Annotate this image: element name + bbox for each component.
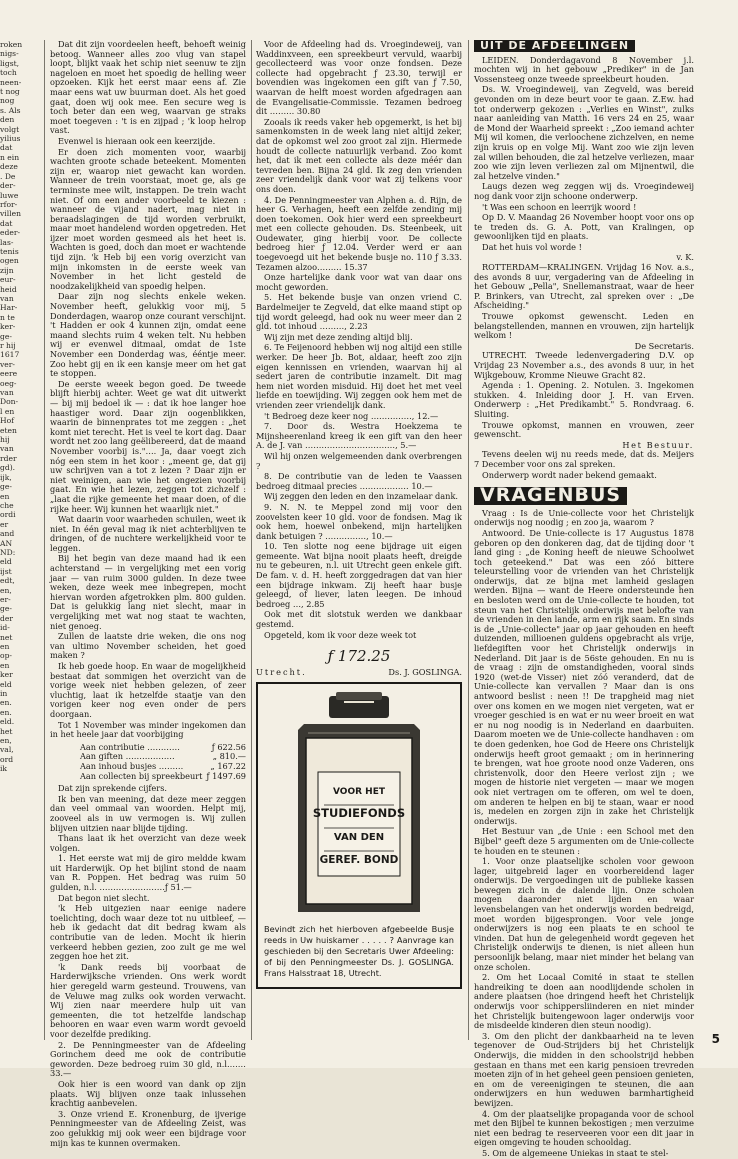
- margin-fragment: ge-: [0, 482, 12, 492]
- col2-paragraph: Onze hartelijke dank voor wat van daar ons mocht geworden.: [256, 272, 462, 292]
- margin-fragment: er: [0, 519, 9, 529]
- margin-fragment: en: [0, 660, 10, 670]
- margin-fragment: gd).: [0, 463, 16, 473]
- col1-paragraph: Ik heb goede hoop. En waar de mogelijkheid bestaat dat sommigen het overzicht van de vorige week niet hebben gelezen, of zeer vluchtig, laat ik hetzelfde staatje van den vorigen keer nog even onder de pers doorgaan.: [50, 661, 246, 719]
- signature: [256, 668, 462, 678]
- margin-fragment: rder: [0, 453, 17, 463]
- col1b-paragraph: Ook hier is een woord van dank op zijn plaats. Wij blijven onze taak inlussehen krachtig aanbevelen.: [50, 1078, 246, 1109]
- margin-fragment: and: [0, 529, 15, 539]
- margin-fragment: eten: [0, 425, 17, 435]
- utrecht-paragraph: Trouwe opkomst, mannen en vrouwen, zeer gewenscht.: [474, 419, 694, 440]
- vragenbus-paragraph: 1. Voor onze plaatselijke scholen voor gewoon lager, uitgebreid lager en voorbereidend lager onderwijs. De vergoedingen uit de publieke kassen bewegen zich in de dalende lijn. Onze scholen mogen daaronder niet lijden en waar levensbelangen van het onderwijs worden bedreigd, moet worden bijgesprongen. Voor vele jonge onderwijzers is nog een plaats te en school te vinden. Dat hun de gelegenheid wordt gegeven het Christelijk onderwijs te dienen, is niet alleen hun persoonlijk belang, maar niet minder het belang van onze scholen.: [474, 856, 694, 972]
- margin-fragment: . De: [0, 171, 16, 181]
- column-rule: [251, 40, 252, 1040]
- ledger-amount: ƒ 622.56: [211, 741, 246, 752]
- page-number: 5: [711, 1032, 720, 1046]
- rotterdam-paragraph: Trouwe opkomst gewenscht. Leden en belangstellenden, mannen en vrouwen, zijn hartelijk welkom !: [474, 311, 694, 341]
- margin-fragment: op-: [0, 651, 12, 661]
- col1-paragraph: Tot 1 November was minder ingekomen dan in het heele jaar dat voorbijging: [50, 719, 246, 740]
- ledger-amount: „ 167.22: [210, 760, 246, 771]
- margin-fragment: che: [0, 500, 14, 510]
- left-margin-fragments: [0, 40, 30, 774]
- column-rule: [468, 40, 469, 1040]
- section-rotterdam: [474, 263, 694, 341]
- margin-fragment: roken: [0, 40, 23, 49]
- article-paragraphs-2: [50, 784, 246, 1148]
- col2-paragraph: 8. De contributie van de leden te Vaassen bedroeg ditmaal precies ……………… 10.—: [256, 471, 462, 491]
- col1-paragraph: Dat dit zijn voordeelen heeft, behoeft weinig betoog. Wanneer alles zoo vlug van stapel loopt, blijkt vaak het schip niet seenuw te zijn nageloen en moet het spoedig de helling weer opzoeken. Kijk het eerst maar eens af. Zie maar eens wat uw buurman doet. Als het goed gaat, doen wij ook mee. Een secure weg is toch beter dan een weg, waarvan ge straks moet toegeven : 't is en zijpad ; 'k loop helrop vast.: [50, 39, 246, 136]
- col2-paragraph: Ook met dit slotstuk werden we dankbaar gestemd.: [256, 609, 462, 630]
- margin-fragment: en: [0, 642, 10, 651]
- margin-fragment: t nog: [0, 87, 20, 97]
- margin-fragment: het: [0, 726, 13, 736]
- margin-fragment: ijst: [0, 566, 12, 576]
- vragenbus-paragraph: 2. Om het Locaal Comité in staat te stellen handreiking te doen aan noodlijdende scholen in andere plaatsen (hoe dringend heeft het Christelijk onderwijs voor schippersliinderen en niet minder het Christelijk buitengewoon lager onderwijs voor de misdeelde kinderen dien steun noodig).: [474, 972, 694, 1031]
- margin-fragment: van: [0, 293, 14, 303]
- ad-line-geref-bond: GEREF. BOND: [319, 853, 399, 866]
- article-column-2: [256, 40, 462, 1045]
- leiden-paragraph: Op D. V. Maandag 26 November hoopt voor ons op te treden ds. G. A. Pott, van Kralingen, op gewoonlijken tijd en plaats.: [474, 212, 694, 242]
- margin-fragment: Don-: [0, 397, 19, 407]
- margin-fragment: AN: [0, 538, 13, 548]
- margin-fragment: las-: [0, 237, 14, 247]
- margin-fragment: der: [0, 613, 13, 623]
- margin-fragment: oeg-: [0, 378, 17, 388]
- margin-fragment: en.: [0, 707, 12, 717]
- margin-fragment: en.: [0, 698, 12, 708]
- margin-fragment: in: [0, 689, 8, 699]
- margin-fragment: dat: [0, 143, 13, 153]
- article-column-3: [474, 39, 694, 1158]
- section-utrecht-followup: [474, 450, 694, 480]
- margin-fragment: ker: [0, 670, 13, 680]
- margin-fragment: volgt: [0, 124, 20, 134]
- margin-fragment: nog: [0, 96, 15, 106]
- heading-uit-de-afdeelingen: UIT DE AFDEELINGEN: [474, 40, 635, 52]
- col2-paragraph: Wij zeggen den leden en den inzamelaar dank.: [264, 491, 459, 502]
- margin-fragment: n ein: [0, 152, 20, 162]
- section-utrecht-sign: Het Bestuur.: [622, 439, 694, 450]
- col1-paragraph: De eerste weeek begon goed. De tweede blijft hierbij achter. Weet ge wat dit uitwerkt — bij mij bedoel ik — : dat ik hoe langer hoe haastiger word. Daar zijn oogenblikken, waarin de binnenprates tot me zeggen : „het komt niet terecht. Het is veel te kort dag. Daar wordt net zoo lang geëlibereerd, dat de maand November voorbij is."…. Ja, daar voegt zich nóg een stem in het koor : „meent ge, dat gij uw schrijven van a tot z lezen ? Daar zijn er niet weinigen, aan wie het ongezien voorbij gaat. En wie het lezen, zeggen tot zichzelf : „laat die rijke gemeente het maar doen, of die rijke heer. Wij kunnen het waarlijk niet.": [50, 378, 246, 514]
- utrecht-paragraph: UTRECHT. Tweede ledenvergadering D.V. op Vrijdag 23 November a.s., des avonds 8 uur, in het Wijkgebouw, Kromme Nieuwe Gracht 82.: [474, 350, 694, 380]
- margin-fragment: n te: [0, 312, 15, 322]
- margin-fragment: net: [0, 632, 13, 642]
- ad-line-van-den: VAN DEN: [333, 831, 385, 843]
- article-paragraphs-3: [256, 40, 462, 640]
- margin-fragment: hij: [0, 435, 10, 445]
- ledger-row: [80, 772, 246, 782]
- ledger-label: Aan giften ………………: [80, 751, 175, 762]
- ledger-table: [80, 743, 246, 781]
- margin-fragment: eld: [0, 679, 12, 689]
- ad-line-studiefonds: STUDIEFONDS: [312, 805, 406, 820]
- margin-fragment: zijn: [0, 265, 14, 275]
- col1-paragraph: Zullen de laatste drie weken, die ons nog van ultimo November scheiden, het goed maken ?: [50, 631, 246, 661]
- margin-fragment: eere: [0, 369, 18, 379]
- margin-fragment: id-: [0, 623, 10, 633]
- section-leiden: [474, 56, 694, 253]
- col1b-paragraph: 2. De Penningmeester van de Afdeeling Gorinchem deed me ook de contributie geworden. Deze bedroeg ruim 30 gld, n.l.…… 33.—: [50, 1039, 246, 1079]
- col2-paragraph: Zooals ik reeds vaker heb opgemerkt, is het bij samenkomsten in de week lang niet altijd zeker, dat de opkomst wel zoo groot zal zijn. Hiermede houdt de collecte natuurlijk verband. Zoo komt het, dat ik met een collecte als deze méér dan tevreden ben. Bijna 24 gld. Ik zeg den vrienden zeer vriendelijk dank voor wat zij telkens voor ons doen.: [256, 116, 462, 194]
- ledger-amount: ƒ 1497.69: [206, 770, 246, 781]
- col2-paragraph: 4. De Penningmeester van Alphen a. d. Rijn, de heer G. Verhagen, heeft een zelfde zending mij doen toekomen. Ook hier werd een spreekbeurt met een collecte gehouden. Ds. Steenbeek, uit Oudewater, ging hierbij voor. De collecte bedroeg hier ƒ 12.04. Verder werd er aan toegevoegd uit het bekende busje no. 110 ƒ 3.33. Tezamen alzoo……… 15.37: [256, 194, 462, 272]
- rotterdam-paragraph: ROTTERDAM—KRALINGEN. Vrijdag 16 Nov. a.s., des avonds 8 uur, vergadering van de Afdeeling in het Gebouw „Pella", Snellemanstraat, waar de heer P. Brinkers, van Utrecht, zal spreken over : „De Afscheiding.": [474, 262, 694, 311]
- leiden-paragraph: Dat het huis vol worde !: [482, 241, 582, 252]
- col1b-paragraph: Dat begon niet slecht.: [58, 892, 150, 903]
- signature-place: Utrecht.: [256, 667, 307, 678]
- section-leiden-sign: v. K.: [676, 252, 694, 263]
- vragenbus-paragraph: 5. Om de algemeene Uniekas in staat te stel-: [482, 1147, 669, 1158]
- ad-line-voor-het: VOOR HET: [333, 786, 385, 797]
- margin-fragment: eur-: [0, 275, 16, 285]
- margin-fragment: den: [0, 115, 15, 125]
- margin-fragment: Hof: [0, 416, 15, 426]
- leiden-paragraph: LEIDEN. Donderdagavond 8 November j.l. mochten wij in het gebouw „Prediker" in de Jan Vossensteeg onze tweede spreekbeurt houden.: [474, 54, 694, 84]
- margin-fragment: 1617: [0, 350, 20, 360]
- margin-fragment: en,: [0, 585, 12, 595]
- article-column-1: [50, 39, 246, 1148]
- margin-fragment: nigs-: [0, 49, 19, 59]
- section-rotterdam-sign: De Secretaris.: [634, 340, 694, 351]
- utrecht-followup-paragraph: Onderwerp wordt nader bekend gemaakt.: [482, 469, 657, 480]
- col1b-paragraph: 'k Heb uitgezien naar eenige nadere toelichting, doch waar deze tot nu uitbleef, — heb ik gedacht dat dit bedrag kwam als contributie van de leden. Mocht ik hierin verkeerd hebben gezien, zoo zult ge me wel zeggen hoe het zit.: [50, 903, 246, 962]
- ad-description: Bevindt zich het hierboven afgebeelde Busje reeds in Uw huiskamer . . . . . ? Aanvrage kan geschieden bij den Secretaris Uwer Afdeeling: of bij den Penningmeester Ds. J. GOSLINGA. Frans Halsstraat 18, Utrecht.: [264, 923, 454, 978]
- vragenbus-paragraph: Het Bestuur van „de Unie : een School met den Bijbel" geeft deze 5 argumenten om de Unie-collecte te houden en te steunen :: [474, 826, 694, 856]
- margin-fragment: rfor-: [0, 199, 18, 209]
- article-paragraphs-1: [50, 40, 246, 740]
- margin-fragment: ijk,: [0, 472, 12, 482]
- vragenbus-paragraph: Vraag : Is de Unie-collecte voor het Christelijk onderwijs nog noodig ; en zoo ja, waarom ?: [474, 507, 694, 528]
- column-rule: [44, 40, 45, 1040]
- col1-paragraph: Wat daarin voor waarheden schuilen, weet ik niet. In één geval mag ik niet achterblijven te dringen, of de nuchtere werkelijkheid voor te leggen.: [50, 514, 246, 553]
- margin-fragment: en: [0, 491, 10, 501]
- col1-paragraph: Daar zijn nog slechts enkele weken. November heeft, gelukkig voor mij, 5 Donderdagen, waarop onze courant verschijnt. 't Hadden er ook 4 kunnen zijn, omdat eene maand slechts ruim 4 weken telt. Nu hebben wij er evenwel ditmaal, omdat de 1ste November een Donderdag was, ééntje meer. Zoo hebt gij en ik een kansje meer om het gat te stoppen.: [50, 291, 246, 379]
- margin-fragment: neen-: [0, 77, 22, 87]
- col1b-paragraph: Ik ben van meening, dat deze meer zeggen dan veel ommaal van woorden. Helpt mij, zooveel als in uw vermogen is. Wij zullen blijven uitzien naar blijde tijding.: [50, 793, 246, 833]
- col1b-paragraph: Dat zijn sprekende cijfers.: [58, 783, 167, 794]
- utrecht-followup-paragraph: Tevens deelen wij nu reeds mede, dat ds. Meijers 7 December voor ons zal spreken.: [474, 449, 694, 469]
- col2-paragraph: 7. Door ds. Westra Hoekzema te Mijnsheerenland kreeg ik een gift van den heer A. de J. van ……………………………, 5.—: [256, 421, 462, 451]
- margin-fragment: toch: [0, 68, 17, 78]
- col2-paragraph: 5. Het bekende busje van onzen vriend C. Bardelmeijer te Zegveld, dat elke maand stipt op tijd wordt geleegd, had ook nu weer meer dan 2 gld. tot inhoud ………, 2.23: [256, 292, 462, 332]
- margin-fragment: ker-: [0, 322, 16, 332]
- section-vragenbus: [474, 509, 694, 1159]
- week-total: ƒ 172.25: [327, 647, 391, 666]
- margin-fragment: heid: [0, 284, 17, 294]
- signature-name: Ds. J. GOSLINGA.: [388, 667, 462, 678]
- margin-fragment: ik: [0, 764, 8, 774]
- col2-paragraph: 10. Ten slotte nog eene bijdrage uit eigen gemeente. Wat bijna nooit plaats heeft, dreigde nu te gebeuren, n.l. uit Utrecht geen enkele gift. De fam. v. d. H. heeft zorggedragen dat van hier een bijdrage inkwam. Zij heeft haar busje geleegd, of liever, laten leegen. De inhoud bedroeg …, 2.85: [256, 541, 462, 609]
- margin-fragment: yilius: [0, 134, 21, 144]
- col2-paragraph: Voor de Afdeeling had ds. Vroegindeweij, van Waddinxveen, een spreekbeurt vervuld, waarbij gecollecteerd was voor onze fondsen. Deze collecte had opgebracht ƒ 23.30, terwijl er bovendien was ingekomen een gift van ƒ 7.50, waarvan de helft moest worden afgedragen aan de Evangelisatie-Commissie. Tezamen bedroeg dit ……… 30.80: [256, 39, 462, 117]
- margin-fragment: s. Als: [0, 105, 21, 115]
- ledger-amount: „ 810.—: [212, 751, 246, 762]
- col1b-paragraph: 1. Het eerste wat mij de giro meldde kwam uit Harderwijk. Op het bijlint stond de naam van R. Poppen. Het bedrag was ruim 50 gulden, n.l. ……………………ƒ 51.—: [50, 853, 246, 893]
- margin-fragment: ver-: [0, 359, 15, 369]
- margin-fragment: eld: [0, 557, 12, 567]
- collection-box-illustration: [274, 690, 444, 920]
- margin-fragment: villen: [0, 209, 21, 219]
- leiden-paragraph: 't Was een schoon en leerrijk woord !: [482, 201, 637, 212]
- col2-paragraph: 6. Te Feijenoord hebben wij nog altijd een stille werker. De heer Jb. Bot, aldaar, heeft zoo zijn eigen kennissen en vrienden, waarvan hij al sedert jaren de contributie inzamelt. Dit mag hem niet worden misduid. Hij doet het met veel liefde en toewijding. Wij zeggen ook hem met de vrienden zeer vriendelijk dank.: [256, 342, 462, 410]
- heading-vragenbus: VRAGENBUS: [474, 487, 627, 505]
- utrecht-paragraph: Agenda : 1. Opening. 2. Notulen. 3. Ingekomen stukken. 4. Inleiding door J. H. van Erven. Onderwerp : „Het Predikambt." 5. Rondvraag. 6. Sluiting.: [474, 380, 694, 419]
- margin-fragment: luwe: [0, 190, 19, 200]
- margin-fragment: ligst,: [0, 58, 20, 68]
- section-utrecht: [474, 351, 694, 439]
- margin-fragment: Har-: [0, 303, 18, 313]
- ledger-label: Aan collecten bij spreekbeurt: [80, 770, 203, 781]
- col1-paragraph: Evenwel is hieraan ook een keerzijde.: [58, 135, 216, 146]
- studiefonds-advertisement: [256, 682, 462, 989]
- margin-fragment: deze: [0, 162, 18, 172]
- col2-paragraph: 't Bedroeg deze keer nog ……………, 12.—: [264, 410, 439, 421]
- margin-fragment: van: [0, 388, 14, 398]
- vragenbus-paragraph: 4. Om der plaatselijke propaganda voor de school met den Bijbel te kunnen bekostigen ; men verzuime niet een bedrag te reserveeren voor een dit jaar in eigen omgeving te houden schooldag.: [474, 1108, 694, 1148]
- margin-fragment: l en: [0, 406, 15, 416]
- margin-fragment: ogen: [0, 256, 19, 266]
- margin-fragment: ord: [0, 754, 14, 764]
- margin-fragment: ge-: [0, 604, 12, 614]
- margin-fragment: val,: [0, 745, 14, 755]
- col2-paragraph: Wil hij onzen welgemeenden dank overbrengen ?: [256, 450, 462, 471]
- margin-fragment: en,: [0, 736, 12, 746]
- margin-fragment: edt,: [0, 576, 15, 586]
- ledger-label: Aan inhoud busjes ………: [80, 760, 184, 771]
- vragenbus-paragraph: 3. Om den plicht der dankbaarheid na te leven tegenover de Oud-Strijders bij het Christelijk Onderwijs, die midden in den schoolstrijd hebben gestaan en thans met een karig pensioen trevreden moeten zijn of in het geheel geen pensioen genieten, en om de vereenigingen te steunen, die aan onderwijzers en hun weduwen barmhartigheid bewijzen.: [474, 1030, 694, 1108]
- margin-fragment: tenis: [0, 246, 19, 256]
- margin-fragment: eder-: [0, 228, 21, 238]
- margin-fragment: r hij: [0, 341, 16, 350]
- col2-paragraph: Opgeteld, kom ik voor deze week tot: [264, 629, 417, 640]
- col2-paragraph: 9. N. N. te Meppel zond mij voor den zoovelsten keer 10 gld. voor de fondsen. Mag ik ook hem, hoewel onbekend, mijn hartelijken dank betuigen ? ……………, 10.—: [256, 501, 462, 541]
- ledger-label: Aan contributie …………: [80, 741, 180, 752]
- col2-paragraph: Wij zijn met deze zending altijd blij.: [264, 331, 413, 342]
- leiden-paragraph: Laugs dezen weg zeggen wij ds. Vroegindeweij nog dank voor zijn schoone onderwerp.: [474, 181, 694, 201]
- margin-fragment: er-: [0, 594, 11, 604]
- vragenbus-paragraph: Antwoord. De Unie-collecte is 17 Augustus 1878 geboren op den donkeren dag, dat de tijding door 't land ging : „de Koning heeft de nieuwe Schoolwet toch geteekend." Dat was een zóó bittere teleurstelling voor de vrienden van het Christelijk onderwijs, dat ze bijna met lamheid geslagen werden. Bijna — want de Heere ondersteunde hen en besloten werd om de Unie-collecte te houden, tot steun van het Christelijk onderwijs met belofte van de vrienden in den lande, arm en rijk saam. En sinds is de „Unie-collecte" jaar op jaar gehouden en heeft duizenden, millioenen guldens opgebracht als vrije, liefdegiften voor het Christelijk onderwijs in Nederland. Dit jaar is de 56ste gehouden. En nu is de vraag : zijn de omstandigheden, vooral sinds 1920 (wet-de Visser) niet zóó veranderd, dat de Unie-collecte kan vervallen ? Maar dan is ons antwoord beslist : neen !! De trapgheid mag niet over ons komen en we mogen niet vergeten, wat er vroeger geschied is en wat er nu weer broeit en wat er nu nog noodig is in Nederland en daarbuiten. Daarom moeten we de Unie-collecte handhaven : om te doen gedenken, hoe God de Heere ons Christelijk onderwijs heeft groot gemaakt ; om in herinnering te brengen, wat hoe groote nood onze Vaderen, ons christenvolk, door den Heere verlost zijn ; we mogen de historie niet vergeten — maar we mogen ook niet vertragen om te offeren, om wel te doen, om anderen te helpen en bij te staan, waar er nood is, medelen en zorgen zijn in zake het Christelijk onderwijs.: [474, 527, 694, 826]
- col1-paragraph: Er doen zich momenten voor, waarbij wachten groote schade beteekent. Momenten zijn er, waarop niet gewacht kan worden. Wanneer de trein voorstaat, moet ge, als ge terminste mee wilt, instappen. De trein wacht niet. Of om een ander voorbeeld te kiezen : wanneer de vijand nadert, mag niet in beraadslagingen de tijd worden verbruikt, maar moet handelend worden opgetreden. Het ijzer moet worden gesmeed als het heet is. Wachten is goed, doch dan moet er wachtende tijd zijn. 'k Heb bij een vorig overzicht van mijn inkomsten in de eerste week van November in het licht gesteld de noodzakelijkheid van spoedig helpen.: [50, 146, 246, 291]
- margin-fragment: dat: [0, 218, 13, 228]
- col1b-paragraph: 3. Onze vriend E. Kronenburg, de ijverige Penningmeester van de Afdeeling Zeist, was zoo gelukkig mij ook weer een bijdrage voor mijn kas te kunnen overmaken.: [50, 1108, 246, 1148]
- leiden-paragraph: Ds. W. Vroegindeweij, van Zegveld, was bereid gevonden om in deze beurt voor te gaan. Z.Ew. had tot onderwerp gekozen : „Verlies en Winst", zulks naar aanleiding van Matth. 16 vers 24 en 25, waar de Mond der Waarheid spreekt : „Zoo iemand achter Mij wil komen, die verloochene zichzelven, en neme zijn kruis op en volge Mij. Want zoo wie zijn leven zal willen behouden, die zal hetzelve verliezen, maar zoo wie zijn leven verliezen zal om Mijnentwil, die zal hetzelve vinden.": [474, 84, 694, 181]
- margin-fragment: ge-: [0, 331, 12, 341]
- margin-fragment: ordi: [0, 510, 16, 520]
- margin-fragment: der-: [0, 181, 16, 191]
- margin-fragment: ND:: [0, 547, 16, 557]
- margin-fragment: eld.: [0, 717, 15, 727]
- col1b-paragraph: 'k Dank reeds bij voorbaat de Harderwijksche vrienden. Ons werk wordt hier geregeld warm gesteund. Trouwens, van de Veluwe mag zulks ook worden verwacht. Wij zien naar meerdere hulp uit van gemeenten, die tot hetzelfde landschap behooren en waar even warm wordt gevoeld voor dezelfde prediking.: [50, 961, 246, 1039]
- margin-fragment: van: [0, 444, 14, 454]
- col1b-paragraph: Thans laat ik het overzicht van deze week volgen.: [50, 833, 246, 853]
- col1-paragraph: Bij het begin van deze maand had ik een achterstand — in vergelijking met een vorig jaar — van ruim 3000 gulden. In deze twee weken, deze week mee inbegrepen, mocht hiervan worden afgetrokken plm. 800 gulden. Dat is gelukkig lang niet slecht, maar in vergelijking met wat nog staat te wachten, niet genoeg.: [50, 553, 246, 631]
